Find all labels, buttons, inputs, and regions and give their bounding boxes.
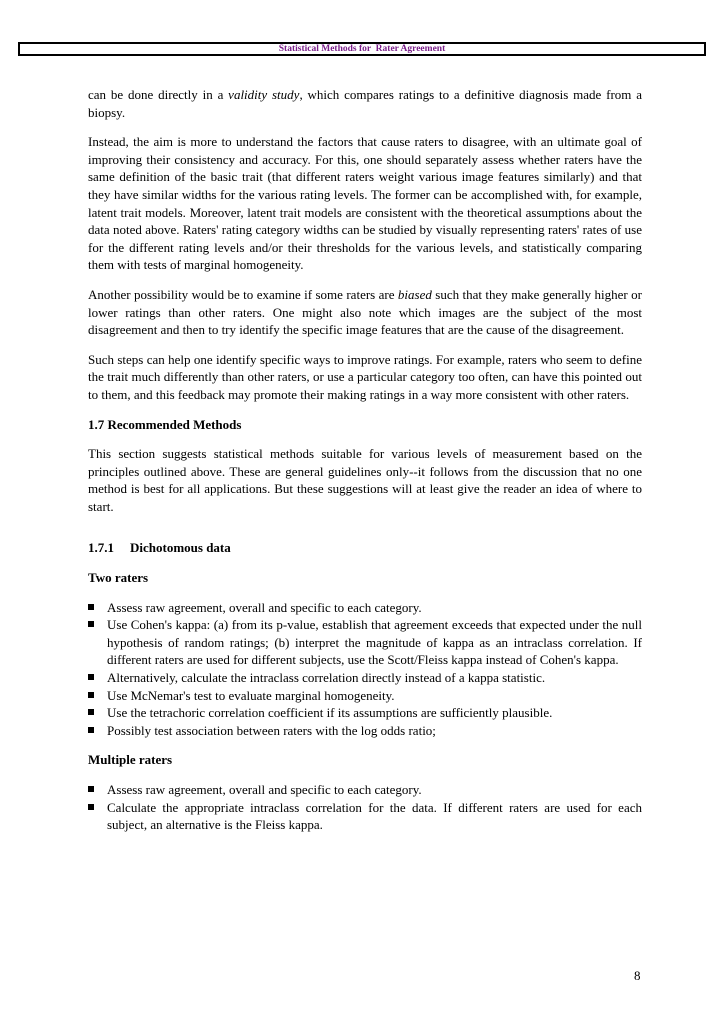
list-item: Alternatively, calculate the intraclass correlation directly instead of a kappa statistic. <box>88 669 642 687</box>
heading-two-raters: Two raters <box>88 570 149 586</box>
list-item: Assess raw agreement, overall and specific to each category. <box>88 781 642 799</box>
page-body <box>88 86 642 846</box>
list-item: Use McNemar's test to evaluate marginal homogeneity. <box>88 687 642 705</box>
bullet-icon <box>88 674 94 680</box>
list-item: Calculate the appropriate intraclass correlation for the data. If different raters are used for each subject, an alternative is the Fleiss kappa. <box>88 799 642 834</box>
section-heading-recommended-methods: 1.7 Recommended Methods <box>88 416 242 432</box>
list-item: Assess raw agreement, overall and specific to each category. <box>88 599 642 617</box>
bullet-icon <box>88 692 94 698</box>
paragraph-understanding-disagreement: Instead, the aim is more to understand the factors that cause raters to disagree, with an ultimate goal of improving their consistency and accuracy. For this, one should separately assess whether raters have the same definition of the basic trait (that different raters weight various image features similarly) and that they have similar widths for the various rating levels. The former can be accomplished with, for example, latent trait models. Moreover, latent trait models are consistent with the theoretical assumptions about the data noted above. Raters' rating category widths can be studied by visually representing raters' rates of use for the different rating levels and/or their thresholds for the various levels, and statistically comparing them with tests of marginal homogeneity. <box>88 134 642 273</box>
bullet-icon <box>88 621 94 627</box>
paragraph-validity-study: can be done directly in a validity study, which compares ratings to a definitive diagnosis made from a biopsy. <box>88 87 642 120</box>
bullet-icon <box>88 727 94 733</box>
bullet-icon <box>88 709 94 715</box>
list-item: Use Cohen's kappa: (a) from its p-value, establish that agreement exceeds that expected under the null hypothesis of random ratings; (b) interpret the magnitude of kappa as an intraclass correlation. If different raters are used for different subjects, use the Scott/Fleiss kappa instead of Cohen's kappa. <box>88 616 642 669</box>
validity-study-term: validity study <box>228 87 300 102</box>
two-raters-list <box>88 599 642 740</box>
multiple-raters-list <box>88 781 642 834</box>
bullet-icon <box>88 604 94 610</box>
list-item: Use the tetrachoric correlation coefficient if its assumptions are sufficiently plausible. <box>88 704 642 722</box>
paragraph-biased-raters: Another possibility would be to examine if some raters are biased such that they make generally higher or lower ratings than other raters. One might also note which images are the subject of the most disagreement and then to try identify the specific image features that are the cause of the disagreement. <box>88 286 643 338</box>
paragraph-section-intro: This section suggests statistical methods suitable for various levels of measurement based on the principles outlined above. These are general guidelines only--it follows from the discussion that no one method is best for all applications. But these suggestions will at least give the reader an idea of where to start. <box>88 446 642 514</box>
bullet-icon <box>88 804 94 810</box>
heading-multiple-raters: Multiple raters <box>88 752 173 768</box>
subsection-number: 1.7.1 <box>88 540 114 556</box>
page-number: 8 <box>634 968 641 983</box>
subsection-title: Dichotomous data <box>130 540 231 556</box>
biased-term: biased <box>397 286 432 302</box>
running-header: Statistical Methods for Rater Agreement <box>18 42 706 56</box>
bullet-icon <box>88 786 94 792</box>
list-item: Possibly test association between raters with the log odds ratio; <box>88 722 642 740</box>
subsection-heading-dichotomous <box>88 539 642 557</box>
paragraph-improve-ratings: Such steps can help one identify specific ways to improve ratings. For example, raters who seem to define the trait much differently than other raters, or use a particular category too often, can have this pointed out to them, and this feedback may promote their making ratings in a way more consistent with other raters. <box>88 351 642 402</box>
